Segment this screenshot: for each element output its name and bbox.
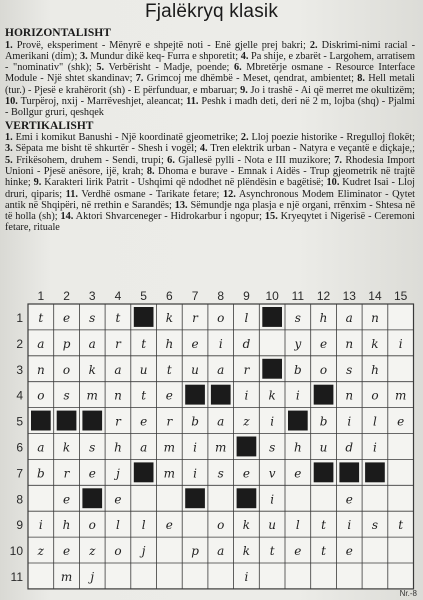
vertical-clue-text: Lloj poezie historike - Rregulloj flokët;: [248, 132, 415, 144]
row-number: 2: [16, 336, 23, 351]
cell-letter: b: [294, 362, 302, 377]
cell-letter: r: [243, 362, 250, 377]
cell-letter: n: [114, 388, 122, 403]
cell-letter: e: [294, 544, 302, 559]
crossword-grid: [0, 286, 423, 600]
cell-letter: i: [373, 440, 377, 455]
cell-letter: m: [215, 440, 227, 455]
row-number: 3: [16, 362, 23, 377]
cell-letter: e: [319, 336, 328, 351]
column-number: 9: [243, 289, 250, 303]
vertical-clue-number: 10.: [326, 177, 340, 189]
cell-letter: i: [244, 569, 249, 584]
crossword-svg: [0, 286, 423, 600]
vertical-clue-number: 6.: [167, 154, 175, 166]
cell-letter: o: [62, 362, 71, 377]
cell-letter: m: [394, 388, 407, 403]
column-number: 15: [393, 289, 408, 303]
cell-letter: a: [217, 414, 225, 429]
cell-letter: e: [165, 518, 173, 533]
vertical-clue-number: 7.: [334, 154, 342, 166]
cell-letter: t: [321, 518, 326, 533]
cell-letter: i: [270, 414, 275, 429]
cell-letter: s: [217, 466, 224, 481]
cell-letter: i: [347, 414, 352, 429]
black-square: [31, 411, 51, 431]
horizontal-clue-text: Mbretërje osmane - Resource Interface Module - Një shtet skandinav;: [5, 62, 415, 85]
vertical-clue-number: 12.: [222, 188, 236, 200]
black-square: [82, 411, 102, 431]
column-number: 7: [191, 289, 199, 303]
vertical-clue-text: Sëmundje nga plasja e një organi, rrënxim - Shtesa në të holla (sh);: [5, 199, 416, 223]
vertical-clue-text: Karakteri lirik Patrit - Ushqimi që ndodhet në plëndësin e bagëtisë;: [41, 177, 327, 189]
cell-letter: l: [116, 518, 120, 533]
vertical-clue-text: Kudret Isai - Lloj druri, qiparis;: [5, 177, 416, 200]
horizontal-clue-text: Jo i trashë - Ai që merret me okultizëm;: [247, 84, 415, 96]
cell-letter: b: [37, 466, 45, 481]
column-number: 5: [140, 289, 147, 303]
horizontal-clue-text: Hell metali (tur.) - Pjesë e krahërorit (sh) - E përfunduar, e mbaruar;: [5, 73, 416, 96]
black-square: [185, 385, 205, 405]
cell-letter: s: [371, 518, 379, 533]
cell-letter: v: [268, 466, 276, 481]
black-square: [237, 437, 257, 457]
cell-letter: j: [141, 544, 146, 559]
cell-letter: i: [347, 518, 352, 533]
black-square: [185, 488, 205, 508]
row-number: 6: [16, 440, 23, 455]
horizontal-clues: [5, 40, 415, 119]
cell-letter: m: [163, 440, 176, 455]
cell-letter: b: [191, 414, 199, 429]
cell-letter: l: [141, 518, 146, 533]
cell-letter: k: [242, 518, 251, 533]
cell-letter: a: [217, 544, 225, 559]
vertical-clue-text: Verdhë osmane - Tarikate fetare;: [77, 188, 223, 200]
vertical-clue-number: 9.: [33, 177, 42, 189]
horizontal-clue-text: Diskrimi-nimi racial - Amerikani (dim);: [5, 39, 415, 62]
cell-letter: h: [293, 440, 302, 455]
cell-letter: o: [371, 388, 379, 403]
cell-letter: t: [115, 310, 121, 325]
cell-letter: a: [88, 336, 96, 351]
cell-letter: t: [166, 362, 172, 377]
cell-letter: k: [371, 336, 379, 351]
vertical-clue-text: Frikësohem, druhem - Sendi, trupi;: [12, 154, 168, 166]
cell-letter: d: [242, 336, 251, 351]
cell-letter: j: [90, 569, 95, 584]
cell-letter: e: [345, 544, 353, 559]
horizontal-clue-number: 8.: [357, 73, 365, 85]
cell-letter: r: [115, 336, 121, 351]
cell-letter: z: [37, 544, 45, 559]
vertical-heading: VERTIKALISHT: [5, 119, 94, 132]
cell-letter: s: [89, 440, 96, 455]
black-square: [339, 462, 359, 482]
cell-letter: e: [140, 414, 148, 429]
cell-letter: h: [371, 362, 379, 377]
cell-letter: i: [295, 388, 300, 403]
cell-letter: i: [193, 440, 197, 455]
cell-letter: s: [63, 388, 70, 403]
cell-letter: t: [398, 518, 404, 533]
cell-letter: e: [62, 310, 71, 325]
cell-letter: o: [114, 544, 122, 559]
cell-letter: i: [193, 466, 197, 481]
column-number: 6: [166, 289, 173, 303]
column-number: 11: [291, 289, 305, 303]
row-number: 1: [16, 310, 23, 325]
cell-letter: e: [114, 492, 122, 507]
black-square: [314, 385, 334, 405]
cell-letter: k: [242, 544, 251, 559]
cell-letter: z: [89, 544, 96, 559]
vertical-clue-number: 4.: [199, 143, 208, 155]
cell-letter: u: [319, 440, 328, 455]
cell-letter: i: [270, 492, 275, 507]
column-number: 3: [88, 289, 96, 303]
issue-number: Nr.-8: [399, 589, 417, 598]
horizontal-clue-text: Peshk i madh deti, deri në 2 m, lojba (shq) - Pjalmi - Bollgur gruri, qeshqek: [5, 95, 415, 119]
cell-letter: u: [191, 362, 199, 377]
horizontal-clue-text: Verbërisht - Madje, poende;: [104, 62, 234, 74]
cell-letter: y: [294, 336, 302, 351]
black-square: [134, 462, 154, 482]
clues-section: [5, 27, 415, 235]
cell-letter: m: [86, 388, 98, 403]
cell-letter: s: [294, 310, 301, 325]
cell-letter: e: [397, 414, 405, 429]
horizontal-clue-text: Pa shije, e zbarët - Largohem, arratisem - "nominativ" (shk);: [5, 50, 415, 74]
cell-letter: n: [345, 336, 354, 351]
cell-letter: e: [62, 544, 71, 559]
cell-letter: h: [62, 518, 71, 533]
cell-letter: t: [141, 336, 147, 351]
cell-letter: u: [139, 362, 148, 377]
cell-letter: p: [191, 544, 199, 559]
cell-letter: a: [345, 310, 353, 325]
vertical-clue-text: Asynchronous Modem Eliminator - Qytet antik në Shqipëri, në rrethin e Sarandës;: [5, 188, 416, 211]
vertical-clue-text: Sëpata me bisht të shkurtër - Shesh i vogël;: [12, 143, 200, 155]
vertical-clue-number: 5.: [5, 154, 13, 166]
cell-letter: d: [345, 440, 354, 455]
column-number: 14: [368, 289, 382, 303]
cell-letter: l: [295, 518, 300, 533]
horizontal-clue-number: 2.: [309, 39, 318, 51]
row-number: 5: [16, 414, 23, 429]
black-square: [262, 359, 282, 379]
cell-letter: e: [345, 492, 353, 507]
horizontal-clue-text: Grimcoj me dhëmbë - Meset, qendrat, ambientet;: [143, 73, 358, 85]
cell-letter: l: [244, 310, 249, 325]
cell-letter: p: [62, 336, 71, 351]
column-number: 4: [114, 289, 122, 303]
horizontal-clue-number: 6.: [234, 62, 242, 74]
cell-letter: i: [244, 388, 249, 403]
black-square: [314, 462, 334, 482]
cell-letter: e: [191, 336, 199, 351]
vertical-clue-number: 15.: [264, 211, 278, 223]
row-number: 10: [9, 544, 23, 559]
column-number: 10: [265, 289, 279, 303]
cell-letter: e: [165, 388, 173, 403]
cell-letter: h: [165, 336, 174, 351]
vertical-clue-text: Aktori Shvarceneger - Hidrokarbur i ngopur;: [73, 211, 265, 223]
row-number: 7: [16, 466, 23, 481]
cell-letter: a: [217, 362, 225, 377]
cell-letter: a: [114, 362, 122, 377]
horizontal-clue-text: Turpëroj, nxij - Marrëveshjet, aleancat;: [17, 95, 187, 107]
cell-letter: r: [63, 466, 70, 481]
cell-letter: o: [88, 518, 96, 533]
cell-letter: a: [140, 440, 148, 455]
cell-letter: i: [398, 336, 403, 351]
horizontal-clue-number: 4.: [240, 50, 249, 62]
vertical-clue-text: Dhoma e burave - Emnak i Aidës - Trup gjeometrik në trajtë hinke;: [5, 165, 415, 189]
cell-letter: s: [89, 310, 96, 325]
cell-letter: n: [371, 310, 379, 325]
cell-letter: s: [346, 362, 353, 377]
cell-letter: n: [36, 362, 45, 377]
horizontal-clue-number: 5.: [96, 62, 105, 74]
black-square: [57, 411, 77, 431]
column-number: 13: [342, 289, 356, 303]
cell-letter: n: [345, 388, 354, 403]
cell-letter: h: [114, 440, 122, 455]
cell-letter: i: [218, 336, 223, 351]
cell-letter: e: [294, 466, 302, 481]
horizontal-clue-number: 3.: [79, 50, 88, 62]
horizontal-clue-number: 7.: [135, 73, 144, 85]
vertical-clue-number: 14.: [60, 211, 74, 223]
cell-letter: k: [165, 310, 173, 325]
vertical-clue-number: 8.: [146, 165, 155, 177]
row-number: 9: [16, 518, 23, 533]
horizontal-clue-number: 1.: [5, 39, 13, 51]
black-square: [365, 462, 385, 482]
cell-letter: k: [88, 362, 96, 377]
cell-letter: b: [319, 414, 328, 429]
cell-letter: a: [37, 336, 45, 351]
cell-letter: u: [268, 518, 277, 533]
cell-letter: t: [269, 544, 275, 559]
cell-letter: r: [115, 414, 121, 429]
vertical-clue-text: Rhodesia Import Unioni - Pjesë anësore, ijë, krah;: [5, 154, 416, 177]
black-square: [288, 411, 308, 431]
cell-letter: a: [37, 440, 45, 455]
cell-letter: m: [60, 569, 73, 584]
cell-letter: r: [192, 310, 198, 325]
cell-letter: j: [116, 466, 120, 481]
vertical-clue-number: 3.: [5, 143, 13, 155]
cell-letter: l: [373, 414, 377, 429]
horizontal-clue-number: 10.: [5, 95, 18, 107]
cell-letter: r: [166, 414, 173, 429]
cell-letter: t: [38, 310, 44, 325]
cell-letter: t: [141, 388, 147, 403]
cell-letter: m: [163, 466, 176, 481]
row-number: 8: [16, 492, 23, 507]
horizontal-clue-text: Provë, eksperiment - Mënyrë e shpejtë noti - Enë gjelle prej bakri;: [12, 39, 310, 51]
vertical-clue-text: Tren elektrik urban - Natyra e veçantë e diçkaje,;: [207, 143, 415, 155]
horizontal-clue-text: Mundur dikë keq- Furra e shporetit;: [87, 50, 241, 62]
vertical-clue-text: Emi i komikut Banushi - Një koordinatë gjeometrike;: [12, 132, 241, 144]
horizontal-clue-number: 11.: [186, 95, 199, 107]
column-number: 12: [316, 289, 331, 303]
black-square: [211, 385, 231, 405]
column-number: 8: [217, 289, 225, 303]
vertical-clue-text: Gjallesë pylli - Nota e III muzikore;: [174, 154, 335, 166]
cell-letter: h: [319, 310, 328, 325]
vertical-clue-number: 11.: [65, 188, 78, 200]
cell-letter: z: [243, 414, 250, 429]
cell-letter: s: [269, 440, 276, 455]
black-square: [237, 488, 257, 508]
black-square: [262, 307, 282, 327]
cell-letter: k: [268, 388, 276, 403]
cell-letter: o: [37, 388, 45, 403]
vertical-clue-number: 2.: [240, 132, 249, 144]
cell-letter: i: [38, 518, 43, 533]
vertical-clues: [5, 132, 415, 234]
cell-letter: o: [217, 518, 225, 533]
vertical-clue-text: Kryeqytet i Nigerisë - Ceremoni fetare, rituale: [5, 211, 415, 234]
black-square: [82, 488, 102, 508]
cell-letter: t: [321, 544, 326, 559]
horizontal-clue-number: 9.: [240, 84, 248, 96]
cell-letter: o: [319, 362, 328, 377]
cell-letter: e: [242, 466, 251, 481]
row-number: 11: [10, 569, 23, 584]
vertical-clue-number: 1.: [5, 132, 13, 144]
cell-letter: k: [62, 440, 71, 455]
cell-letter: o: [217, 310, 225, 325]
column-number: 2: [63, 289, 70, 303]
cell-letter: e: [62, 492, 71, 507]
vertical-clue-number: 13.: [174, 199, 188, 211]
column-number: 1: [37, 289, 45, 303]
horizontal-heading: HORIZONTALISHT: [5, 27, 111, 39]
row-number: 4: [16, 388, 23, 403]
cell-letter: e: [88, 466, 96, 481]
page-title: Fjalëkryq klasik: [144, 1, 279, 22]
black-square: [134, 307, 154, 327]
